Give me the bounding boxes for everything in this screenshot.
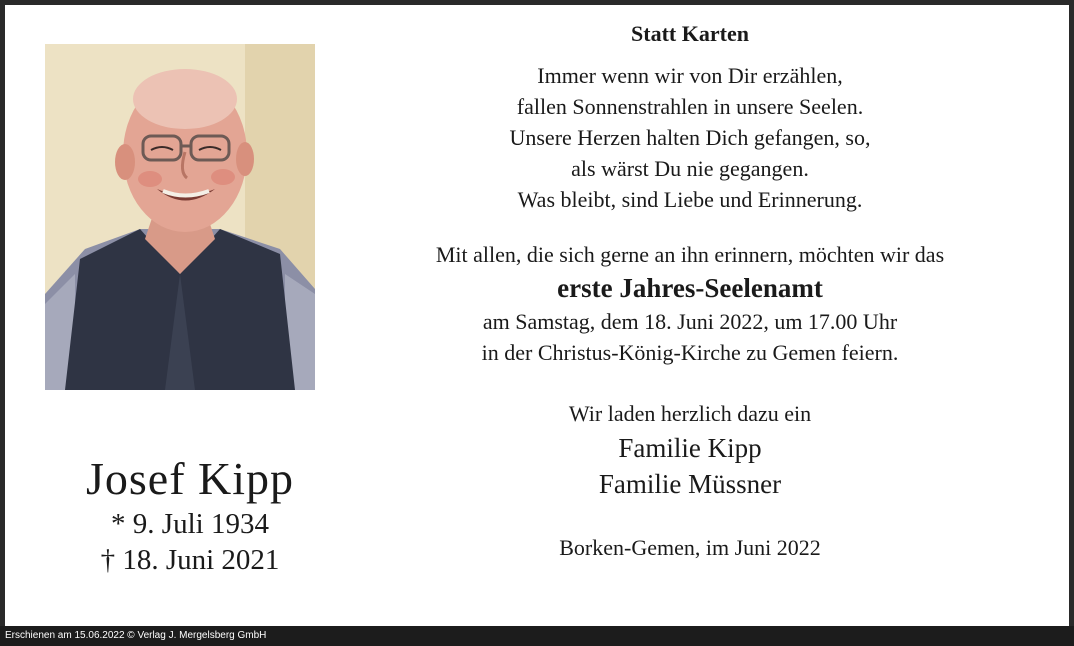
birth-date: * 9. Juli 1934 xyxy=(111,508,269,540)
poem-line: Was bleibt, sind Liebe und Erinnerung. xyxy=(517,187,863,212)
notice-heading: Statt Karten xyxy=(631,21,749,46)
poem xyxy=(330,60,1050,215)
invitation-intro: Mit allen, die sich gerne an ihn erinnern, möchten wir das xyxy=(435,242,945,267)
poem-line: fallen Sonnenstrahlen in unsere Seelen. xyxy=(516,94,864,119)
poem-line: als wärst Du nie gegangen. xyxy=(571,156,809,181)
event-date: am Samstag, dem 18. Juni 2022, um 17.00 Uhr xyxy=(482,309,898,334)
death-date: † 18. Juni 2021 xyxy=(100,544,280,576)
family-name: Familie Müssner xyxy=(598,469,782,499)
notice-text xyxy=(330,18,1050,563)
family-name: Familie Kipp xyxy=(618,433,762,463)
invitation xyxy=(330,239,1050,368)
poem-line: Immer wenn wir von Dir erzählen, xyxy=(537,63,843,88)
deceased-info xyxy=(45,452,335,578)
place-date: Borken-Gemen, im Juni 2022 xyxy=(559,535,821,560)
portrait-photo xyxy=(45,44,315,390)
poem-line: Unsere Herzen halten Dich gefangen, so, xyxy=(509,125,871,150)
closing xyxy=(330,398,1050,502)
closing-line: Wir laden herzlich dazu ein xyxy=(568,401,812,426)
publication-footer: Erschienen am 15.06.2022 © Verlag J. Mergelsberg GmbH xyxy=(0,626,1074,646)
event-place: in der Christus-König-Kirche zu Gemen feiern. xyxy=(481,340,899,365)
event-title: erste Jahres-Seelenamt xyxy=(557,273,823,303)
deceased-name: Josef Kipp xyxy=(85,453,295,504)
